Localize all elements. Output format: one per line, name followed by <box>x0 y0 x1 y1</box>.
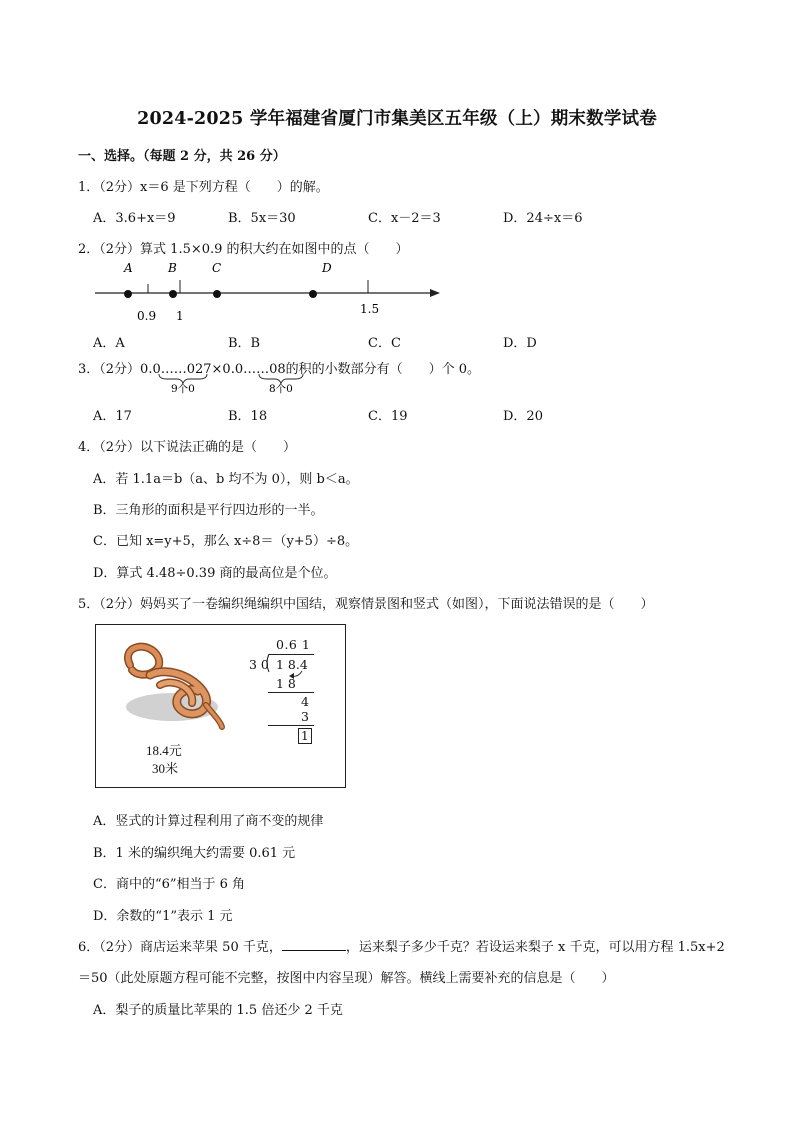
question-6-option-a: A．梨子的质量比苹果的 1.5 倍还少 2 千克 <box>93 1003 343 1018</box>
division-step-1: 1 8 <box>276 676 296 691</box>
division-divisor: 3 0 <box>249 657 269 672</box>
brace-label-8: 8个0 <box>269 383 293 394</box>
division-bar <box>269 654 314 655</box>
question-5-option-b: B．1 米的编织绳大约需要 0.61 元 <box>93 846 296 861</box>
rope-illustration <box>110 635 230 735</box>
division-remainder: 1 <box>298 728 312 744</box>
division-bracket <box>264 653 272 673</box>
division-line-2 <box>268 725 314 726</box>
tick-label-0-9: 0.9 <box>137 309 157 323</box>
option-c: C．19 <box>368 409 408 424</box>
option-c: C．x－2＝3 <box>368 211 441 226</box>
point-c-dot <box>213 290 221 298</box>
question-1-stem: 1．（2分）x＝6 是下列方程（ ）的解。 <box>78 180 329 195</box>
option-d: D．24÷x＝6 <box>503 211 583 226</box>
point-d-label: D <box>322 261 332 275</box>
question-3-prefix: 3．（2分） <box>78 362 141 377</box>
question-6-line-2: ＝50（此处原题方程可能不完整，按图中内容呈现）解答。横线上需要补充的信息是（ ） <box>78 971 615 986</box>
option-d: D．20 <box>503 409 543 424</box>
point-b-dot <box>169 290 177 298</box>
question-6-line-1 <box>78 936 725 955</box>
point-d-dot <box>309 290 317 298</box>
option-b: B．18 <box>228 409 268 424</box>
point-a-label: A <box>124 261 133 275</box>
tick-label-1: 1 <box>176 309 184 323</box>
question-4-option-a: A．若 1.1a＝b（a、b 均不为 0），则 b＜a。 <box>93 472 359 487</box>
option-a: A．3.6+x＝9 <box>93 211 176 226</box>
question-4-option-c: C．已知 x=y+5，那么 x÷8＝（y+5）÷8。 <box>93 534 359 549</box>
answer-blank <box>282 938 346 951</box>
rope-length: 30米 <box>152 761 179 776</box>
question-5-stem: 5．（2分）妈妈买了一卷编织绳编织中国结，观察情景图和竖式（如图），下面说法错误的是（ ） <box>78 597 654 612</box>
division-dividend: 1 8.4 <box>276 657 308 672</box>
option-b: B．5x＝30 <box>228 211 296 226</box>
point-c-label: C <box>212 261 222 275</box>
option-d: D．D <box>503 336 537 351</box>
question-4-option-b: B．三角形的面积是平行四边形的一半。 <box>93 503 324 518</box>
question-4-option-d: D．算式 4.48÷0.39 商的最高位是个位。 <box>93 566 337 581</box>
section-heading: 一、选择。（每题 2 分，共 26 分） <box>78 149 286 164</box>
rope-figure-box <box>95 624 346 788</box>
tick-label-1-5: 1.5 <box>360 302 380 316</box>
option-b: B．B <box>228 336 261 351</box>
option-a: A．A <box>93 336 125 351</box>
question-3-suffix: 的积的小数部分有（ ）个 0。 <box>285 362 481 377</box>
point-a-dot <box>124 290 132 298</box>
question-3-expression: 0.0……027×0.0……08 <box>140 362 286 377</box>
number-line-figure <box>90 258 450 328</box>
question-5-option-c: C．商中的“6”相当于 6 角 <box>93 877 246 892</box>
question-5-option-d: D．余数的“1”表示 1 元 <box>93 909 233 924</box>
question-4-stem: 4．（2分）以下说法正确的是（ ） <box>78 440 297 455</box>
point-b-label: B <box>168 261 177 275</box>
option-a: A．17 <box>93 409 132 424</box>
question-6-text-b: ，运来梨子多少千克？若设运来梨子 x 千克，可以用方程 1.5x+2 <box>345 940 725 955</box>
question-2-stem: 2．（2分）算式 1.5×0.9 的积大约在如图中的点（ ） <box>78 242 409 257</box>
division-line-1 <box>268 692 314 693</box>
division-quotient: 0.6 1 <box>276 637 311 652</box>
page-title: 2024-2025 学年福建省厦门市集美区五年级（上）期末数学试卷 <box>137 109 657 129</box>
rope-price: 18.4元 <box>146 743 182 758</box>
underbrace-figure <box>155 372 335 394</box>
option-c: C．C <box>368 336 401 351</box>
question-6-text-a: 6．（2分）商店运来苹果 50 千克， <box>78 940 282 955</box>
question-5-option-a: A．竖式的计算过程利用了商不变的规律 <box>93 814 324 829</box>
division-step-2: 4 <box>301 694 309 709</box>
division-step-3: 3 <box>301 709 309 724</box>
brace-label-9: 9个0 <box>171 383 195 394</box>
